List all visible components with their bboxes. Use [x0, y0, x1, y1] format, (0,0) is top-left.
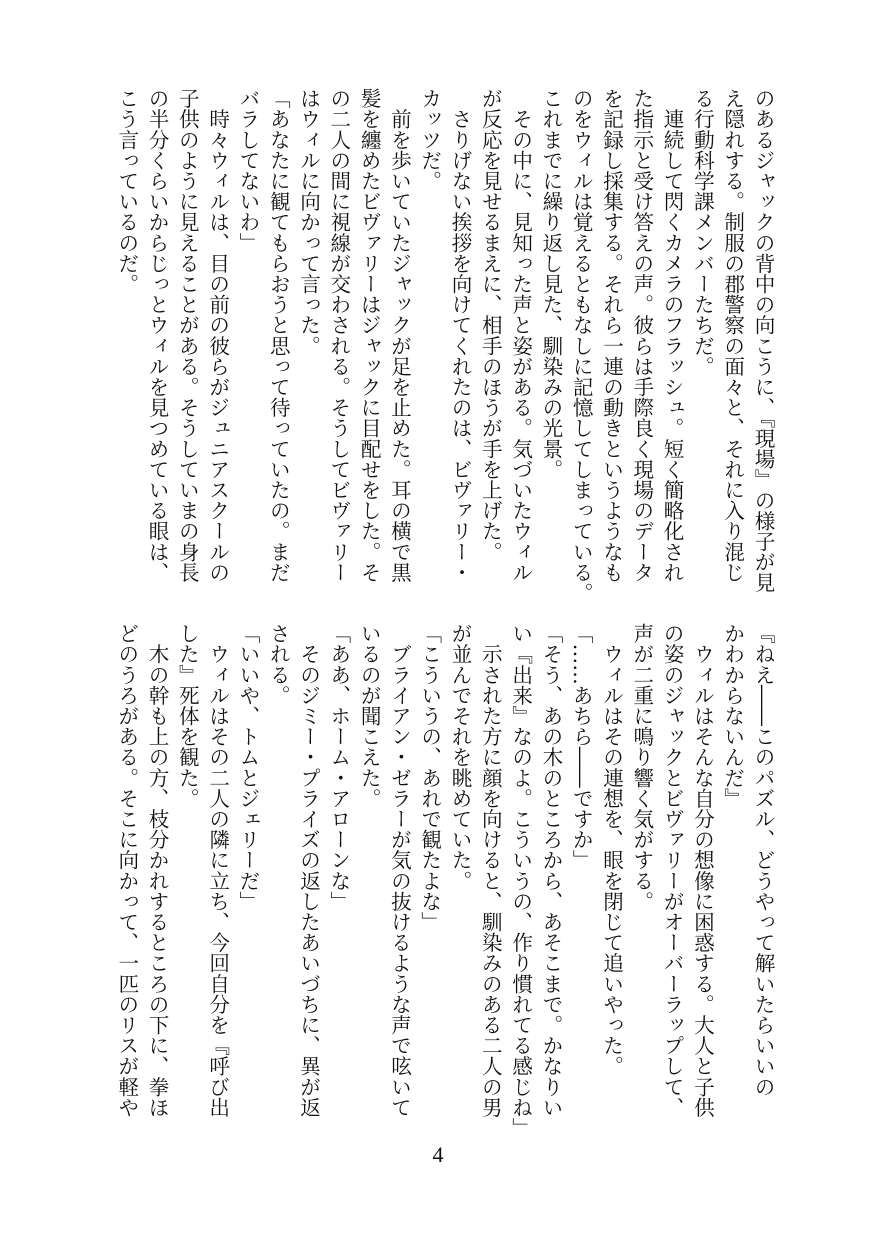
text-line: カッツだ。 — [417, 88, 442, 191]
text-line: の姿のジャックとビヴァリーがオーバーラップして、 — [660, 623, 685, 1118]
page-number: 4 — [432, 1142, 444, 1167]
text-line: い『出来』なのよ。こういうの、作り慣れてる感じね」 — [508, 623, 533, 1138]
text-line: これまでに繰り返し見た、馴染みの光景。 — [538, 88, 563, 480]
text-line: 「こういうの、あれで観たよな」 — [417, 623, 442, 932]
text-line: が反応を見せるまえに、相手のほうが手を上げた。 — [478, 88, 503, 562]
text-line: 「……あちら――ですか」 — [569, 623, 594, 871]
text-line: の半分くらいからじっとウィルを見つめている眼は、 — [145, 88, 170, 583]
text-line: ウィルはその連想を、眼を閉じて追いやった。 — [599, 623, 624, 1077]
text-block-top — [111, 88, 778, 603]
text-line: 「ああ、ホーム・アローンな」 — [326, 623, 351, 912]
text-line: た指示と受け答えの声。彼らは手際良く現場のデータ — [629, 88, 654, 583]
text-line: 時々ウィルは、目の前の彼らがジュニアスクールの — [205, 88, 230, 583]
text-line: される。 — [266, 623, 291, 706]
text-line: え隠れする。制服の郡警察の面々と、それに入り混じ — [720, 88, 745, 583]
text-line: どのうろがある。そこに向かって、一匹のリスが軽や — [114, 623, 139, 1118]
text-line: 髪を纏めたビヴァリーはジャックに目配せをした。そ — [357, 88, 382, 583]
text-line: 前を歩いていたジャックが足を止めた。耳の横で黒 — [387, 88, 412, 583]
text-line: 「あなたに観てもらおうと思って待っていたの。まだ — [266, 88, 291, 583]
text-line: いるのが聞こえた。 — [357, 623, 382, 809]
text-line: 「そう、あの木のところから、あそこまで。かなりい — [538, 623, 563, 1118]
text-line: こう言っているのだ。 — [114, 88, 139, 294]
text-line: バラしてないわ」 — [235, 88, 260, 253]
text-line: を記録し採集する。それら一連の動きというようなも — [599, 88, 624, 583]
text-line: る行動科学課メンバーたちだ。 — [690, 88, 715, 377]
text-line: のあるジャックの背中の向こうに、『現場』の様子が見 — [751, 88, 775, 593]
text-line: かわからないんだ』 — [720, 623, 745, 809]
text-line: ブライアン・ゼラーが気の抜けるような声で呟いて — [387, 623, 412, 1118]
text-line: 声が二重に鳴り響く気がする。 — [629, 623, 654, 912]
text-line: 連続して閃くカメラのフラッシュ。短く簡略化され — [660, 88, 685, 583]
text-line: その中に、見知った声と姿がある。気づいたウィル — [508, 88, 533, 583]
text-line: 『ねえ――このパズル、どうやって解いたらいいの — [751, 623, 775, 1097]
text-line: のをウィルは覚えるともなしに記憶してしまっている。 — [569, 88, 594, 603]
text-line: の二人の間に視線が交わされる。そうしてビヴァリー — [326, 88, 351, 583]
text-line: 「いいや、トムとジェリーだ」 — [235, 623, 260, 912]
text-line: はウィルに向かって言った。 — [296, 88, 321, 356]
text-block-bottom — [111, 623, 778, 1138]
text-line: そのジミー・プライズの返したあいづちに、異が返 — [296, 623, 321, 1118]
text-line: ウィルはそんな自分の想像に困惑する。大人と子供 — [690, 623, 715, 1118]
text-line: さりげない挨拶を向けてくれたのは、ビヴァリー・ — [448, 88, 473, 583]
text-line: が並んでそれを眺めていた。 — [448, 623, 473, 891]
text-line: した』死体を観た。 — [175, 623, 200, 809]
text-line: ウィルはその二人の隣に立ち、今回自分を『呼び出 — [205, 623, 230, 1118]
text-line: 子供のように見えることがある。そうしていまの身長 — [175, 88, 200, 583]
text-line: 示された方に顔を向けると、馴染みのある二人の男 — [478, 623, 503, 1118]
text-line: 木の幹も上の方、枝分かれするところの下に、拳ほ — [145, 623, 170, 1118]
